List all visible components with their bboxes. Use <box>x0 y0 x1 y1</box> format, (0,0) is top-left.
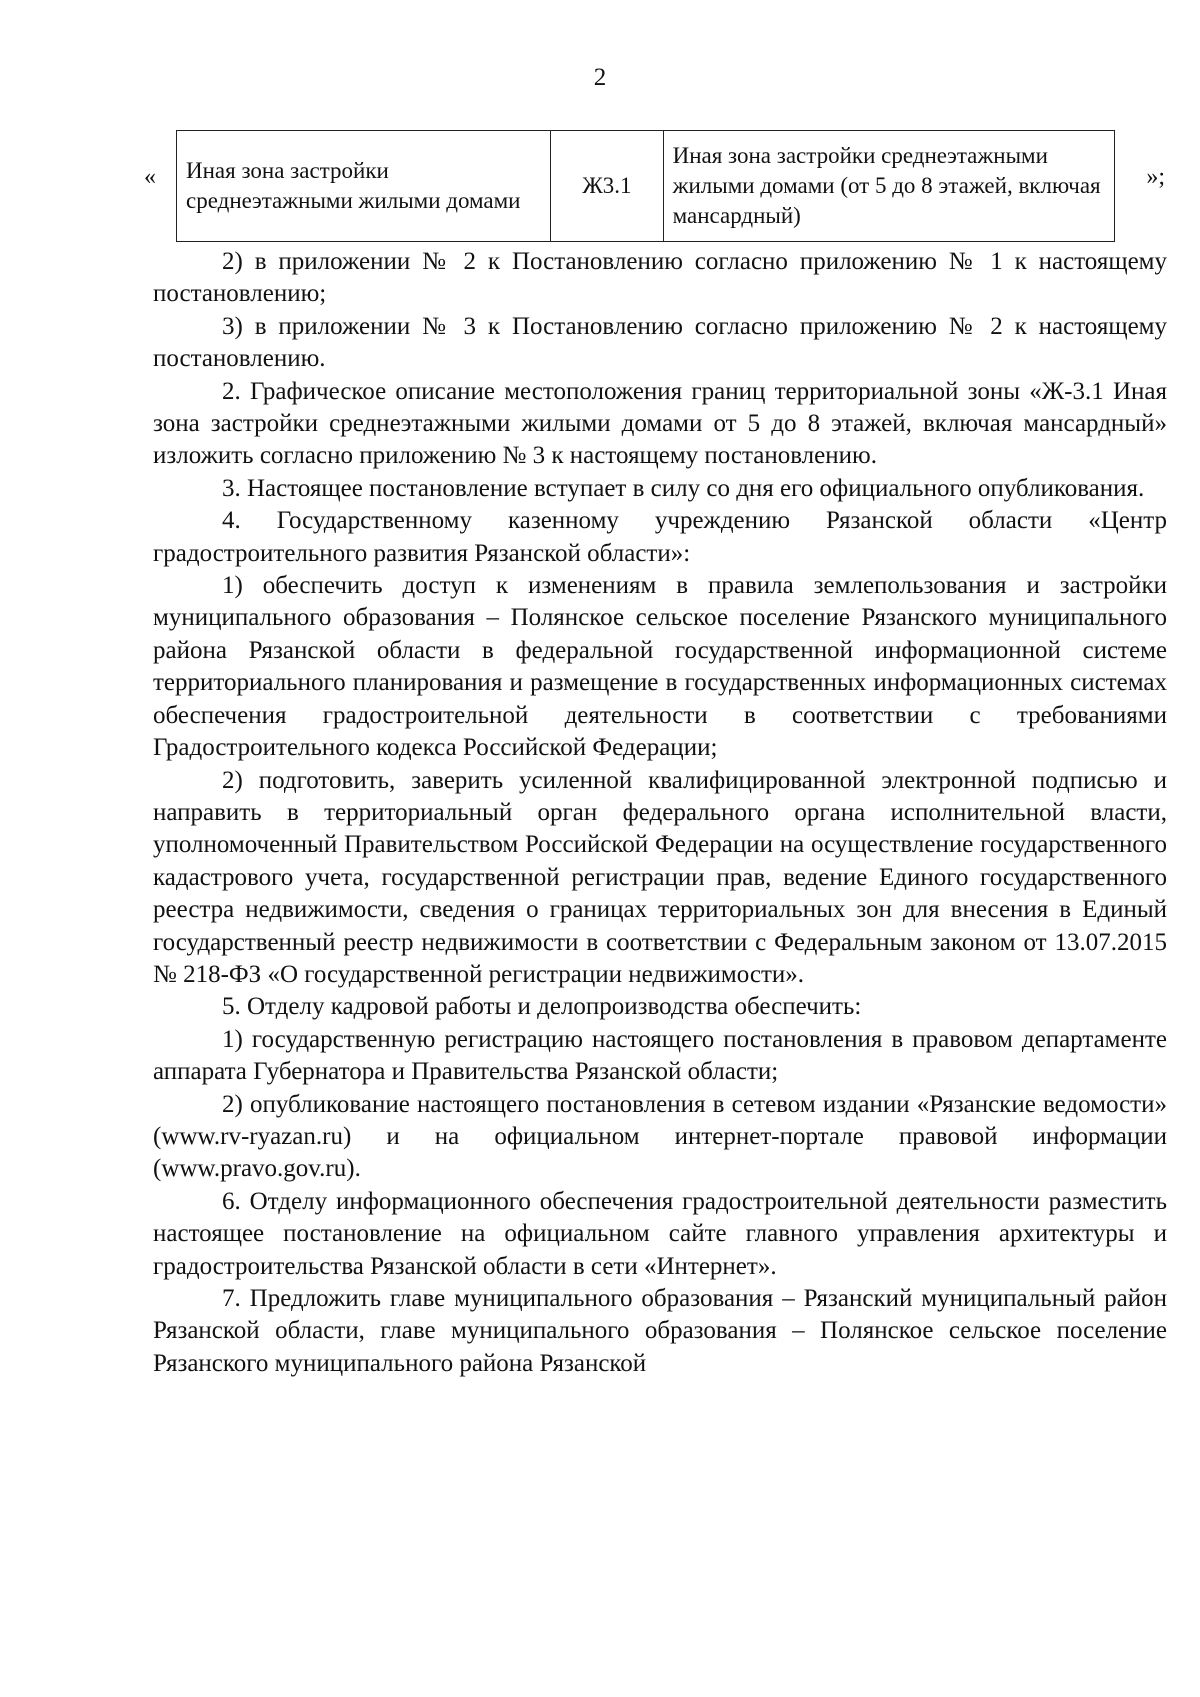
paragraph: 1) обеспечить доступ к изменениям в правила землепользования и застройки муниципального образования – Полянское сельское поселение Рязанского муниципального района Рязанской области в федеральной государственной информационной системе территориального планирования и размещение в государственных информационных системах обеспечения градостроительной деятельности в соответствии с требованиями Градостроительного кодекса Российской Федерации; <box>153 572 1167 762</box>
paragraph: 3. Настоящее постановление вступает в силу со дня его официального опубликования. <box>222 474 1145 502</box>
paragraph: 7. Предложить главе муниципального образования – Рязанский муниципальный район Рязанской области, главе муниципального образования – Полянское сельское поселение Рязанского муниципального района Рязанской <box>153 1285 1167 1377</box>
zone-table <box>176 130 1115 242</box>
paragraph: 2) в приложении № 2 к Постановлению согласно приложению № 1 к настоящему постановлению; <box>153 248 1167 308</box>
zone-name-cell: Иная зона застройки среднеэтажными жилыми домами <box>177 131 551 242</box>
paragraph: 3) в приложении № 3 к Постановлению согласно приложению № 2 к настоящему постановлению. <box>153 312 1167 373</box>
paragraph: 1) государственную регистрацию настоящего постановления в правовом департаменте аппарата Губернатора и Правительства Рязанской области; <box>153 1025 1167 1086</box>
zone-table-block <box>140 130 1165 242</box>
paragraph: 2. Графическое описание местоположения границ территориальной зоны «Ж-3.1 Иная зона застройки среднеэтажными жилыми домами от 5 до 8 этажей, включая мансардный» изложить согласно приложению № 3 к настоящему постановлению. <box>153 377 1167 470</box>
zone-description-cell: Иная зона застройки среднеэтажными жилыми домами (от 5 до 8 этажей, включая мансардный) <box>663 131 1114 242</box>
zone-code-cell: Ж3.1 <box>551 131 663 242</box>
opening-quote: « <box>144 164 156 190</box>
paragraph: 2) подготовить, заверить усиленной квалифицированной электронной подписью и направить в территориальный орган федерального органа исполнительной власти, уполномоченный Правительством Российской Федерации на осуществление государственного кадастрового учета, государственной регистрации прав, ведение Единого государственного реестра недвижимости, сведения о границах территориальных зон для внесения в Единый государственный реестр недвижимости в соответствии с Федеральным законом от 13.07.2015 № 218-ФЗ «О государственной регистрации недвижимости». <box>153 766 1167 988</box>
closing-quote: »; <box>1146 164 1165 190</box>
paragraph: 2) опубликование настоящего постановления в сетевом издании «Рязанские ведомости» (www.rv-ryazan.ru) и на официальном интернет-портале правовой информации (www.pravo.gov.ru). <box>153 1090 1167 1183</box>
table-row <box>177 131 1115 242</box>
page-number: 2 <box>593 64 607 91</box>
document-body <box>153 246 1167 1380</box>
paragraph: 5. Отделу кадровой работы и делопроизводства обеспечить: <box>222 993 862 1021</box>
paragraph: 4. Государственному казенному учреждению Рязанской области «Центр градостроительного развития Рязанской области»: <box>153 507 1167 567</box>
paragraph: 6. Отделу информационного обеспечения градостроительной деятельности разместить настоящее постановление на официальном сайте главного управления архитектуры и градостроительства Рязанской области в сети «Интернет». <box>153 1187 1167 1280</box>
